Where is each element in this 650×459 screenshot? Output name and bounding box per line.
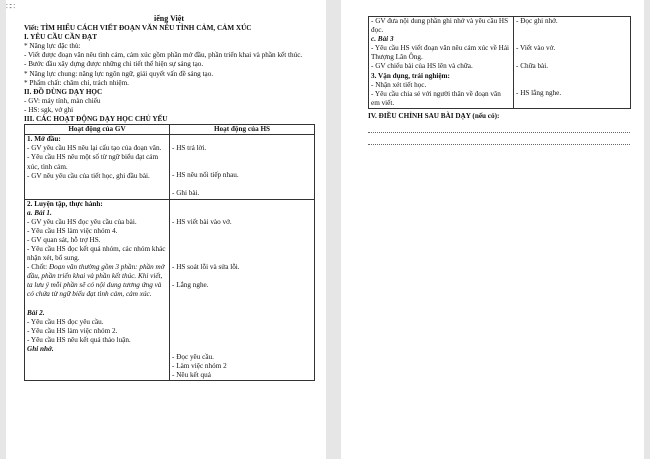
row-heading: 3. Vận dụng, trải nghiệm:	[371, 71, 450, 80]
drag-handle-icon[interactable]: ∷∷	[6, 2, 15, 11]
text-line: - Bước đầu xây dựng được những chi tiết thể hiện sự sáng tạo.	[24, 60, 204, 69]
table-cell-gv	[25, 135, 170, 199]
text-line: - HS trả lời.	[172, 144, 207, 153]
row-heading: 2. Luyện tập, thực hành:	[27, 199, 103, 208]
text-line: - Nêu kết quả	[172, 370, 211, 379]
text-line: - HS viết bài vào vở.	[172, 217, 232, 226]
table-header-row	[25, 125, 315, 135]
table-row	[25, 135, 315, 199]
table-cell-hs	[170, 135, 315, 199]
text-line: - Yêu cầu HS đọc yêu cầu.	[27, 317, 104, 326]
text-line: * Năng lực chung: năng lực ngôn ngữ, giải quyết vấn đề sáng tạo.	[24, 69, 214, 78]
table-cell-hs	[170, 199, 315, 381]
exercise-heading: c. Bài 3	[371, 35, 394, 44]
text-line: - GV yêu cầu HS đọc yêu cầu của bài.	[27, 217, 137, 226]
activity-table	[24, 124, 315, 381]
lesson-title	[24, 24, 314, 33]
text-line: - GV quan sát, hỗ trợ HS.	[27, 235, 101, 244]
section-heading: III. CÁC HOẠT ĐỘNG DẠY HỌC CHỦ YẾU	[24, 115, 168, 124]
exercise-heading: a. Bài 1.	[27, 208, 52, 217]
text-line: - Yêu cầu HS đọc kết quả nhóm, các nhóm khác nhận xét, bổ sung.	[27, 244, 166, 263]
document-page-right	[341, 0, 644, 459]
text-line: - Yêu cầu HS làm việc nhóm 2.	[27, 326, 118, 335]
summary-text	[27, 263, 167, 299]
text-line: - Yêu cầu HS nêu một số từ ngữ biểu đạt cảm xúc, tình cảm.	[27, 153, 159, 171]
text-line: - Lắng nghe.	[172, 280, 209, 289]
text-line: - Yêu cầu HS viết đoạn văn nêu cảm xúc về Hải Thượng Lãn Ông.	[371, 44, 510, 62]
table-row	[369, 17, 631, 109]
table-cell-gv	[25, 199, 170, 381]
summary-label: - Chốt:	[27, 263, 48, 272]
text-line: - Làm việc nhóm 2	[172, 361, 227, 370]
text-line: - Đọc ghi nhớ.	[516, 17, 558, 25]
section-heading: IV. ĐIỀU CHỈNH SAU BÀI DẠY (nếu có):	[368, 111, 500, 120]
table-cell-hs	[514, 17, 631, 109]
lesson-title-label: Viết:	[24, 24, 39, 33]
summary-body: Đoạn văn thường gồm 3 phần: phần mở đầu, phần triển khai và phần kết thúc. Khi viết, ta lưu ý mỗi phần sẽ có nội dung tương ứng và có chứa từ ngữ biểu đạt tình cảm, cảm xúc.	[27, 263, 165, 299]
text-line: - Yêu cầu HS nêu kết quả thảo luận.	[27, 335, 131, 344]
text-line: * Phẩm chất: chăm chỉ, trách nhiệm.	[24, 78, 129, 87]
section-heading: I. YÊU CẦU CẦN ĐẠT	[24, 33, 98, 42]
column-header-gv: Hoạt động của GV	[25, 125, 170, 135]
text-line: - Ghi bài.	[172, 189, 200, 198]
activity-table-continued	[368, 16, 631, 109]
text-line: - GV đưa nội dung phần ghi nhớ và yêu cầu HS đọc.	[371, 17, 509, 35]
text-line: - Viết được đoạn văn nêu tình cảm, cảm xúc gồm phần mở đầu, phần triển khai và phần kết thúc.	[24, 51, 303, 60]
table-cell-gv	[369, 17, 514, 109]
text-line: - GV yêu cầu HS nêu lại cấu tạo của đoạn văn.	[27, 144, 162, 153]
text-line: - HS lắng nghe.	[516, 89, 562, 98]
row-heading: 1. Mở đầu:	[27, 135, 61, 144]
text-line: - HS soát lỗi và sửa lỗi.	[172, 262, 240, 271]
text-line: - Nhận xét tiết học.	[371, 80, 427, 89]
table-row	[25, 199, 315, 381]
page-title: iếng Việt	[154, 14, 184, 23]
exercise-heading: Bài 2.	[27, 308, 45, 317]
text-line: - Chữa bài.	[516, 62, 549, 71]
text-line: - HS nêu nối tiếp nhau.	[172, 171, 239, 180]
text-line: - GV nêu yêu cầu của tiết học, ghi đầu bài.	[27, 171, 150, 180]
dotted-line	[368, 135, 630, 145]
text-line: - Đọc yêu cầu.	[172, 352, 214, 361]
text-line: * Năng lực đặc thù:	[24, 42, 81, 51]
text-line: - Yêu cầu chia sẻ với người thân về đoạn văn em viết.	[371, 89, 501, 107]
lesson-title-text: TÌM HIỂU CÁCH VIẾT ĐOẠN VĂN NÊU TÌNH CẢM, CẢM XÚC	[40, 24, 252, 33]
text-line: - Viết vào vở.	[516, 44, 556, 53]
text-line: - HS: sgk, vở ghi	[24, 105, 74, 114]
dotted-line	[368, 123, 630, 133]
section-heading: II. ĐỒ DÙNG DẠY HỌC	[24, 87, 103, 96]
column-header-hs: Hoạt động của HS	[170, 125, 315, 135]
document-page-left	[6, 0, 326, 459]
text-line: - Yêu cầu HS làm việc nhóm 4.	[27, 226, 118, 235]
text-line: - GV chiếu bài của HS lên và chữa.	[371, 62, 473, 71]
note-heading: Ghi nhớ.	[27, 344, 54, 353]
text-line: - GV: máy tính, màn chiếu	[24, 96, 101, 105]
